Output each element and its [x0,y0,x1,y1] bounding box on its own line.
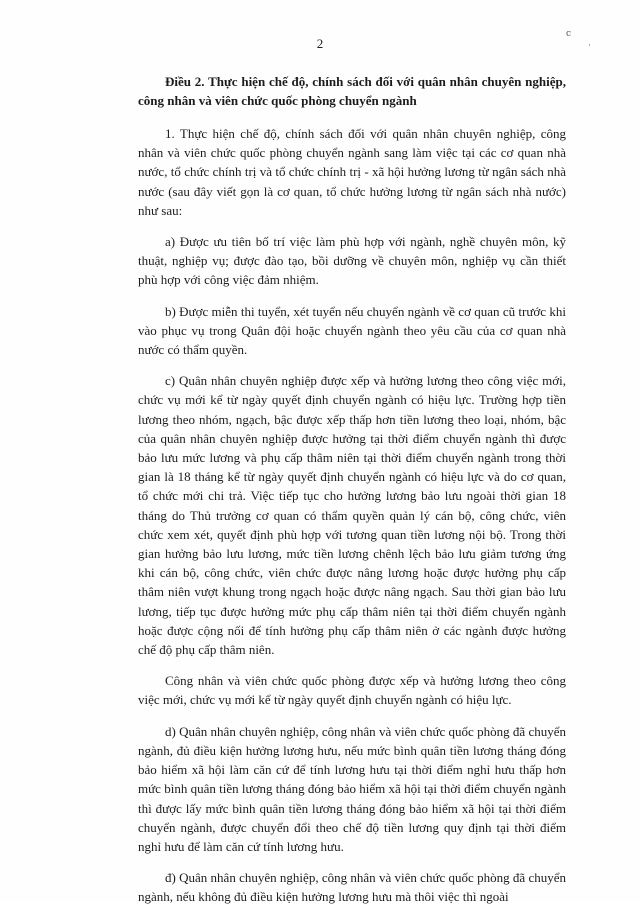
scan-mark: · [588,40,591,50]
paragraph-d: d) Quân nhân chuyên nghiệp, công nhân và viên chức quốc phòng đã chuyển ngành, đủ điều kiện hưởng lương hưu, nếu mức bình quân tiền lương tháng đóng bảo hiểm xã hội làm căn cứ để tính lương hưu tại thời điểm nghỉ hưu thấp hơn mức bình quân tiền lương tháng đóng bảo hiểm xã hội tại thời điểm chuyển ngành thì được lấy mức bình quân tiền lương tháng đóng bảo hiểm xã hội tại thời điểm chuyển ngành, được chuyển đổi theo chế độ tiền lương quy định tại thời điểm nghỉ hưu để làm căn cứ tính lương hưu. [138,723,566,854]
paragraph-a: a) Được ưu tiên bố trí việc làm phù hợp với ngành, nghề chuyên môn, kỹ thuật, nghiệp vụ; được đào tạo, bồi dưỡng về chuyên môn, nghiệp vụ cần thiết phù hợp với công việc đảm nhiệm. [138,234,566,288]
page-number: 2 [316,36,324,51]
document-body [138,72,566,919]
scan-mark: ⅽ [566,28,572,38]
paragraph-c: c) Quân nhân chuyên nghiệp được xếp và hưởng lương theo công việc mới, chức vụ mới kể từ ngày quyết định chuyển ngành có hiệu lực. Trường hợp tiền lương theo nhóm, ngạch, bậc được xếp thấp hơn tiền lương theo loại, nhóm, bậc của quân nhân chuyên nghiệp được hưởng tại thời điểm chuyển ngành thì được bảo lưu mức lương và phụ cấp thâm niên tại thời điểm chuyển ngành trong thời gian là 18 tháng kể từ ngày quyết định chuyển ngành có hiệu lực và do cơ quan, tổ chức mới chi trả. Việc tiếp tục cho hưởng lương bảo lưu ngoài thời gian 18 tháng do Thủ trưởng cơ quan có thẩm quyền quản lý cán bộ, công chức, viên chức xem xét, quyết định phù hợp với tương quan tiền lương nội bộ. Trong thời gian hưởng bảo lưu lương, mức tiền lương chênh lệch bảo lưu giảm tương ứng khi cán bộ, công chức, viên chức được nâng lương hoặc được hưởng phụ cấp thâm niên vượt khung trong ngạch hoặc được nâng ngạch. Sau thời gian bảo lưu lương, tiếp tục được hưởng mức phụ cấp thâm niên tại thời điểm chuyển ngành hoặc được cộng nối để tính hưởng phụ cấp thâm niên ở các ngành được hưởng chế độ phụ cấp thâm niên. [138,373,566,658]
paragraph-1: 1. Thực hiện chế độ, chính sách đối với quân nhân chuyên nghiệp, công nhân và viên chức quốc phòng chuyển ngành sang làm việc tại các cơ quan nhà nước, tổ chức chính trị và tổ chức chính trị - xã hội hưởng lương từ ngân sách nhà nước (sau đây viết gọn là cơ quan, tổ chức hưởng lương từ ngân sách nhà nước) như sau: [138,126,566,218]
paragraph-c-continued: Công nhân và viên chức quốc phòng được xếp và hưởng lương theo công việc mới, chức vụ mới kể từ ngày quyết định chuyển ngành có hiệu lực. [138,673,566,708]
paragraph-b: b) Được miễn thi tuyển, xét tuyển nếu chuyển ngành về cơ quan cũ trước khi vào phục vụ trong Quân đội hoặc chuyển ngành theo yêu cầu của cơ quan nhà nước có thẩm quyền. [138,303,566,358]
article-heading: Điều 2. Thực hiện chế độ, chính sách đối với quân nhân chuyên nghiệp, công nhân và viên chức quốc phòng chuyển ngành [138,74,566,108]
paragraph-dd: đ) Quân nhân chuyên nghiệp, công nhân và viên chức quốc phòng đã chuyển ngành, nếu không đủ điều kiện hưởng lương hưu mà thôi việc thì ngoài [138,870,566,905]
